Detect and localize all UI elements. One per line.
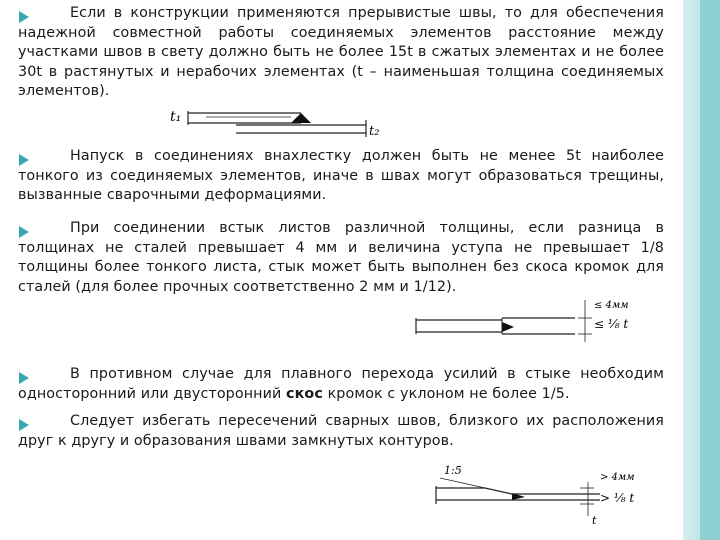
paragraph-lap-overlap: Напуск в соединениях внахлестку должен быть не менее 5t наиболее тонкого из соединяемых элементов, иначе в швах могут образоваться трещины, вызванные сварочными деформациями. (18, 148, 664, 204)
label-ratio-eighth-bevel: > ⅛ t (600, 491, 635, 505)
paragraph-bevel-required: В противном случае для плавного перехода усилий в стыке необходим односторонний или двусторонний скос кромок с уклоном не более 1/5. (18, 366, 664, 402)
label-t1: t₁ (170, 109, 182, 125)
paragraph-intermittent-welds: Если в конструкции применяются прерывистые швы, то для обеспечения надежной совместной работы соединяемых элементов расстояние между участками швов в свету должно быть не более 15t в сжатых элементах и не более 30t в растянутых и нерабочих элементах (t – наименьшая толщина соединяемых элементов). (18, 5, 664, 100)
label-min-4mm: > 4мм (600, 472, 635, 483)
bold-term-bevel: скос (286, 385, 323, 402)
label-t2: t₂ (369, 124, 380, 139)
right-accent-stripe (700, 0, 720, 540)
label-t: t (592, 514, 597, 527)
paragraph-butt-joint-thickness: При соединении встык листов различной толщины, если разница в толщинах не сталей превышает 4 мм и величина уступа не превышает 1/8 толщины более тонкого листа, стык может быть выполнен без скоса кромок для сталей (для более прочных соответственно 2 мм и 1/12). (18, 220, 664, 295)
butt-joint-figure (410, 290, 655, 352)
label-ratio-eighth: ≤ ⅛ t (594, 317, 629, 331)
lap-joint-figure (166, 103, 381, 143)
label-max-4mm: ≤ 4мм (594, 300, 629, 311)
paragraph-avoid-intersections: Следует избегать пересечений сварных швов, близкого их расположения друг к другу и образования швами замкнутых контуров. (18, 413, 664, 449)
label-slope: 1:5 (444, 464, 462, 477)
bevel-joint-figure (430, 460, 680, 530)
